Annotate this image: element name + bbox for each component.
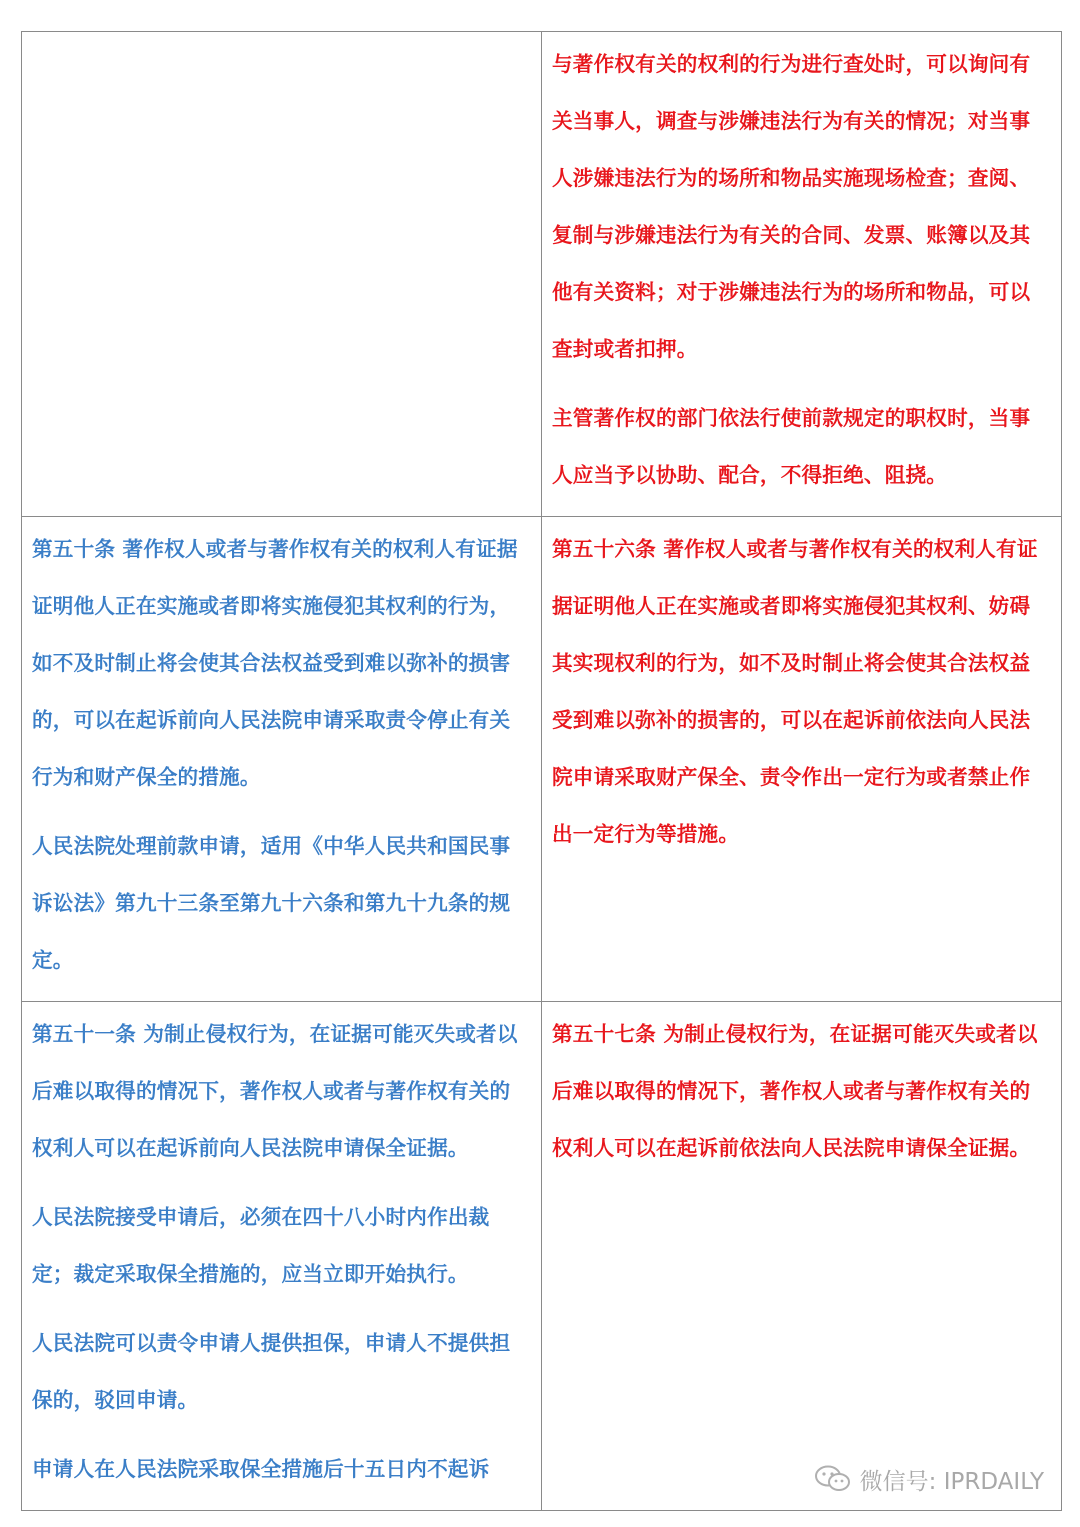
new-law-paragraph: 与著作权有关的权利的行为进行查处时，可以询问有关当事人，调查与涉嫌违法行为有关的情况；对当事人涉嫌违法行为的场所和物品实施现场检查；查阅、复制与涉嫌违法行为有关的合同、发票、账簿以及其他有关资料；对于涉嫌违法行为的场所和物品，可以查封或者扣押。 xyxy=(552,52,1031,361)
old-law-paragraph: 申请人在人民法院采取保全措施后十五日内不起诉 xyxy=(32,1457,490,1481)
old-law-paragraph: 人民法院接受申请后，必须在四十八小时内作出裁定；裁定采取保全措施的，应当立即开始执行。 xyxy=(32,1205,490,1286)
new-law-paragraph: 主管著作权的部门依法行使前款规定的职权时，当事人应当予以协助、配合，不得拒绝、阻挠。 xyxy=(552,406,1031,487)
new-law-cell xyxy=(542,517,1062,1002)
old-law-paragraph: 第五十条 著作权人或者与著作权有关的权利人有证据证明他人正在实施或者即将实施侵犯其权利的行为，如不及时制止将会使其合法权益受到难以弥补的损害的，可以在起诉前向人民法院申请采取责令停止有关行为和财产保全的措施。 xyxy=(32,537,518,789)
new-law-cell xyxy=(542,1002,1062,1511)
watermark-text: 微信号: IPRDAILY xyxy=(859,1468,1044,1495)
old-law-paragraph: 人民法院可以责令申请人提供担保，申请人不提供担保的，驳回申请。 xyxy=(32,1331,511,1412)
table-row xyxy=(22,517,1062,1002)
table-row xyxy=(22,32,1062,517)
old-law-cell xyxy=(22,1002,542,1511)
old-law-cell xyxy=(22,32,542,517)
new-law-cell xyxy=(542,32,1062,517)
comparison-table xyxy=(21,31,1062,1511)
wechat-icon xyxy=(814,1464,852,1494)
old-law-paragraph: 人民法院处理前款申请，适用《中华人民共和国民事诉讼法》第九十三条至第九十六条和第九十九条的规定。 xyxy=(32,834,511,972)
table-row xyxy=(22,1002,1062,1511)
watermark xyxy=(814,1462,1044,1496)
old-law-cell xyxy=(22,517,542,1002)
new-law-paragraph: 第五十六条 著作权人或者与著作权有关的权利人有证据证明他人正在实施或者即将实施侵犯其权利、妨碍其实现权利的行为，如不及时制止将会使其合法权益受到难以弥补的损害的，可以在起诉前依法向人民法院申请采取财产保全、责令作出一定行为或者禁止作出一定行为等措施。 xyxy=(552,537,1038,846)
new-law-paragraph: 第五十七条 为制止侵权行为，在证据可能灭失或者以后难以取得的情况下，著作权人或者与著作权有关的权利人可以在起诉前依法向人民法院申请保全证据。 xyxy=(552,1022,1038,1160)
old-law-paragraph: 第五十一条 为制止侵权行为，在证据可能灭失或者以后难以取得的情况下，著作权人或者与著作权有关的权利人可以在起诉前向人民法院申请保全证据。 xyxy=(32,1022,518,1160)
